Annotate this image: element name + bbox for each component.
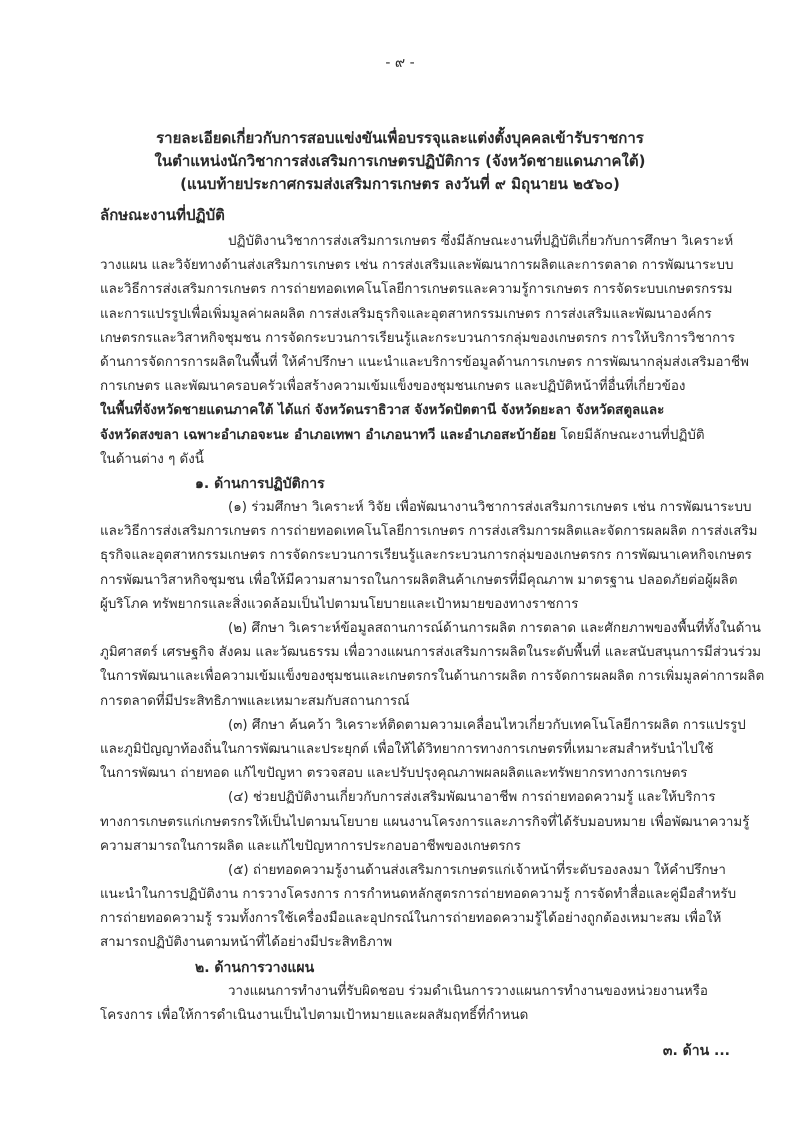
continuation-marker: ๓. ด้าน ... — [662, 1043, 730, 1059]
text-line — [100, 980, 708, 1004]
text-line — [100, 835, 705, 859]
text-line — [100, 520, 758, 544]
text-line — [100, 544, 752, 568]
text-line — [100, 641, 762, 665]
text-line — [100, 811, 750, 835]
text-line — [100, 375, 705, 399]
text-line — [100, 690, 705, 714]
line-text: จังหวัดสงขลา เฉพาะอำเภอจะนะ อำเภอเทพา อำเภอนาทวี และอำเภอสะบ้าย้อย — [100, 427, 557, 443]
line-text: ในพื้นที่จังหวัดชายแดนภาคใต้ ได้แก่ จังหวัดนราธิวาส จังหวัดปัตตานี จังหวัดยะลา จังหวัดสตูลและ — [100, 403, 665, 419]
line-text: (๓) ศึกษา ค้นคว้า วิเคราะห์ติดตามความเคลื่อนไหวเกี่ยวกับเทคโนโลยีการผลิต การแปรรูป — [228, 717, 746, 733]
text-line — [100, 738, 714, 762]
line-text: วางแผนการทำงานที่รับผิดชอบ ร่วมดำเนินการวางแผนการทำงานของหน่วยงานหรือ — [228, 983, 708, 999]
text-line — [100, 496, 752, 520]
document-body — [100, 230, 765, 1028]
text-line — [100, 230, 734, 254]
text-line — [100, 786, 716, 810]
line-text: (๑) ร่วมศึกษา วิเคราะห์ วิจัย เพื่อพัฒนางานวิชาการส่งเสริมการเกษตร เช่น การพัฒนาระบบ — [228, 500, 752, 516]
line-text: ๒. ด้านการวางแผน — [195, 959, 315, 976]
line-text: ปฏิบัติงานวิชาการส่งเสริมการเกษตร ซึ่งมีลักษณะงานที่ปฏิบัติเกี่ยวกับการศึกษา วิเคราะห์ — [228, 234, 734, 249]
text-line — [100, 278, 733, 302]
line-text-tail: โดยมีลักษณะงานที่ปฏิบัติ — [556, 427, 705, 443]
text-line — [100, 254, 734, 278]
text-line — [100, 859, 726, 883]
line-text: ธุรกิจและอุตสาหกรรมเกษตร การจัดกระบวนการเรียนรู้และกระบวนการกลุ่มของเกษตรกร การพัฒนาเคหกิจเกษตร — [100, 548, 752, 564]
text-line — [100, 617, 761, 641]
text-line — [100, 593, 705, 617]
line-text: แนะนำในการปฏิบัติงาน การวางโครงการ การกำหนดหลักสูตรการถ่ายทอดความรู้ การจัดทำสื่อและคู่มือสำหรับ — [100, 887, 737, 903]
text-line — [100, 303, 712, 327]
line-text: และวิธีการส่งเสริมการเกษตร การถ่ายทอดเทคโนโลยีการเกษตรและความรู้การเกษตร การจัดระบบเกษตรกรรม — [100, 282, 733, 298]
line-text: การเกษตร และพัฒนาครอบครัวเพื่อสร้างความเข้มแข็งของชุมชนเกษตร และปฏิบัติหน้าที่อื่นที่เกี่ยวข้อง — [100, 379, 686, 395]
line-text: (๔) ช่วยปฏิบัติงานเกี่ยวกับการส่งเสริมพัฒนาอาชีพ การถ่ายทอดความรู้ และให้บริการ — [228, 790, 716, 806]
document-title-line-1: รายละเอียดเกี่ยวกับการสอบแข่งขันเพื่อบรรจุและแต่งตั้งบุคคลเข้ารับราชการ — [156, 129, 644, 147]
line-text: และการแปรรูปเพื่อเพิ่มมูลค่าผลผลิต การส่งเสริมธุรกิจและอุตสาหกรรมเกษตร การส่งเสริมและพัฒนาองค์กร — [100, 306, 712, 322]
document-title-line-2: ในตำแหน่งนักวิชาการส่งเสริมการเกษตรปฏิบัติการ (จังหวัดชายแดนภาคใต้) — [154, 152, 646, 170]
text-line — [100, 714, 746, 738]
text-line — [100, 1004, 705, 1028]
line-text: (๒) ศึกษา วิเคราะห์ข้อมูลสถานการณ์ด้านการผลิต การตลาด และศักยภาพของพื้นที่ทั้งในด้าน — [228, 621, 761, 636]
text-line — [100, 883, 737, 907]
text-line — [100, 327, 735, 351]
line-text: ทางการเกษตรแก่เกษตรกรให้เป็นไปตามนโยบาย แผนงานโครงการและภารกิจที่ได้รับมอบหมาย เพื่อพัฒนาความรู้ — [100, 814, 750, 830]
line-text: ในด้านต่าง ๆ ดังนี้ — [100, 451, 204, 467]
line-text: ๑. ด้านการปฏิบัติการ — [195, 475, 325, 492]
text-line — [100, 931, 705, 955]
line-text: วางแผน และวิจัยทางด้านส่งเสริมการเกษตร เช่น การส่งเสริมและพัฒนาการผลิตและการตลาด การพัฒนาระบบ — [100, 258, 734, 274]
subsection-heading — [100, 956, 705, 980]
line-text: ผู้บริโภค ทรัพยากรและสิ่งแวดล้อมเป็นไปตามนโยบายและเป้าหมายของทางราชการ — [100, 596, 579, 612]
text-line — [100, 424, 705, 448]
text-line — [100, 907, 722, 931]
text-line — [100, 448, 705, 472]
line-text: ด้านการจัดการการผลิตในพื้นที่ ให้คำปรึกษา แนะนำและบริการข้อมูลด้านการเกษตร การพัฒนากลุ่มส่งเสริมอาชีพ — [100, 354, 749, 370]
line-text: ภูมิศาสตร์ เศรษฐกิจ สังคม และวัฒนธรรม เพื่อวางแผนการส่งเสริมการผลิตในระดับพื้นที่ และสนับสนุนการมีส่วนร่วม — [100, 645, 762, 661]
text-line — [100, 762, 705, 786]
line-text: ในการพัฒนาและเพื่อความเข้มแข็งของชุมชนและเกษตรกรในด้านการผลิต การจัดการผลผลิต การเพิ่มมูลค่าการผลิต — [100, 669, 765, 685]
line-text: และวิธีการส่งเสริมการเกษตร การถ่ายทอดเทคโนโลยีการเกษตร การส่งเสริมการผลิตและจัดการผลผลิต การส่งเสริม — [100, 524, 758, 540]
line-text: (๕) ถ่ายทอดความรู้งานด้านส่งเสริมการเกษตรแก่เจ้าหน้าที่ระดับรองลงมา ให้คำปรึกษา — [228, 862, 726, 878]
document-title-line-3: (แนบท้ายประกาศกรมส่งเสริมการเกษตร ลงวันที่ ๙ มิถุนายน ๒๕๖๐) — [180, 175, 620, 193]
page-number: - ๙ - — [385, 55, 415, 71]
line-text: เกษตรกรและวิสาหกิจชุมชน การจัดกระบวนการเรียนรู้และกระบวนการกลุ่มของเกษตรกร การให้บริการวิชาการ — [100, 330, 735, 346]
line-text: ความสามารถในการผลิต และแก้ไขปัญหาการประกอบอาชีพของเกษตรกร — [100, 838, 521, 854]
line-text: และภูมิปัญญาท้องถิ่นในการพัฒนาและประยุกต์ เพื่อให้ได้วิทยาการทางการเกษตรที่เหมาะสมสำหรับนำไปใช้ — [100, 741, 714, 757]
line-text: การถ่ายทอดความรู้ รวมทั้งการใช้เครื่องมือและอุปกรณ์ในการถ่ายทอดความรู้ได้อย่างถูกต้องเหมาะสม เพื่อให้ — [100, 911, 722, 927]
subsection-heading — [100, 472, 705, 496]
section-heading: ลักษณะงานที่ปฏิบัติ — [100, 206, 225, 224]
line-text: สามารถปฏิบัติงานตามหน้าที่ได้อย่างมีประสิทธิภาพ — [100, 935, 393, 951]
line-text: ในการพัฒนา ถ่ายทอด แก้ไขปัญหา ตรวจสอบ และปรับปรุงคุณภาพผลผลิตและทรัพยากรทางการเกษตร — [100, 766, 688, 782]
line-text: โครงการ เพื่อให้การดำเนินงานเป็นไปตามเป้าหมายและผลสัมฤทธิ์ที่กำหนด — [100, 1008, 529, 1023]
line-text: การพัฒนาวิสาหกิจชุมชน เพื่อให้มีความสามารถในการผลิตสินค้าเกษตรที่มีคุณภาพ มาตรฐาน ปลอดภัยต่อผู้ผลิต — [100, 572, 738, 588]
text-line — [100, 569, 738, 593]
text-line — [100, 351, 749, 375]
text-line — [100, 399, 705, 423]
line-text: การตลาดที่มีประสิทธิภาพและเหมาะสมกับสถานการณ์ — [100, 693, 410, 709]
text-line — [100, 665, 765, 689]
